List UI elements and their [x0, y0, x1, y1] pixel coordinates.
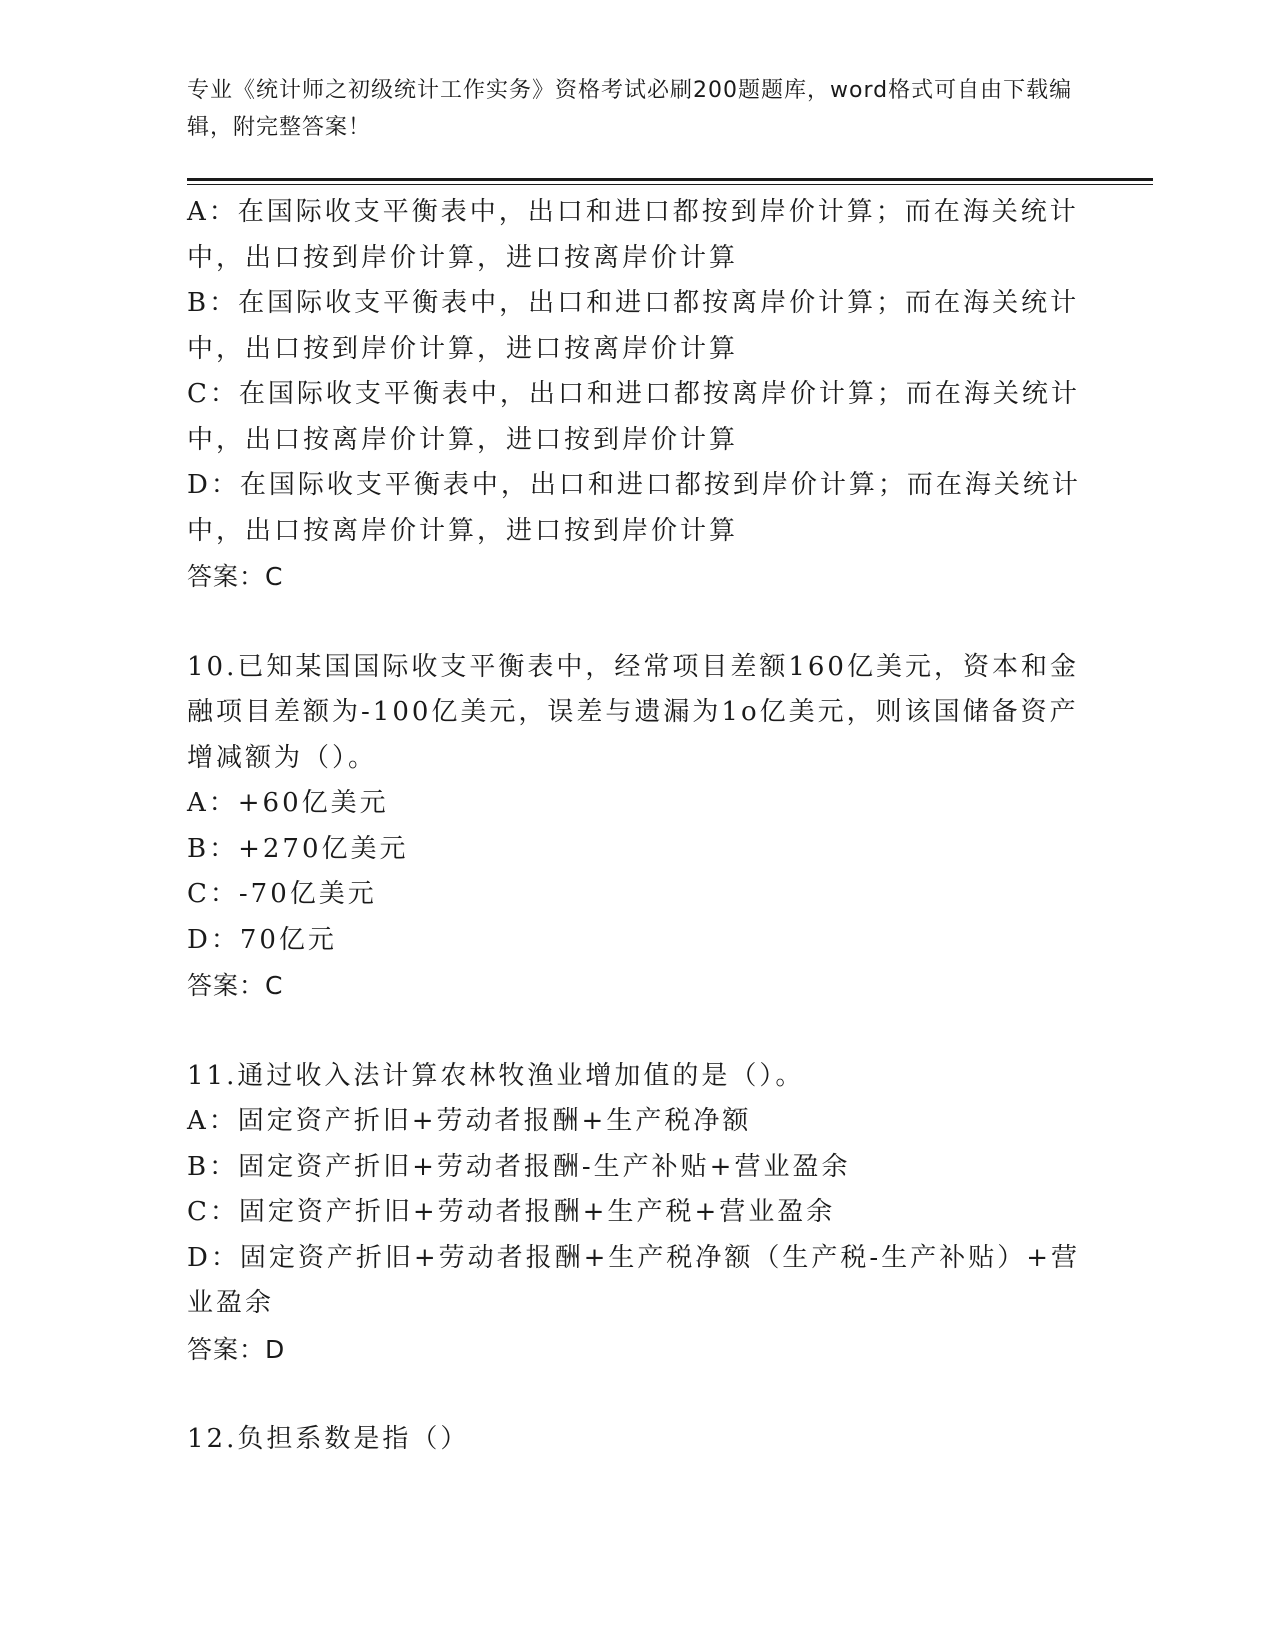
- q9-option-b: B：在国际收支平衡表中，出口和进口都按离岸价计算；而在海关统计中，出口按到岸价计算，进口按离岸价计算: [187, 288, 1080, 364]
- q11-option-a: A：固定资产折旧+劳动者报酬+生产税净额: [187, 1106, 752, 1136]
- header-intro: 专业《统计师之初级统计工作实务》资格考试必刷200题题库，word格式可自由下载编辑，附完整答案！: [187, 78, 1073, 140]
- q11-option-d: D：固定资产折旧+劳动者报酬+生产税净额（生产税-生产补贴）+营业盈余: [187, 1242, 1080, 1318]
- q9-answer: 答案：C: [187, 562, 284, 591]
- document-header: [187, 72, 1087, 146]
- spacer: [187, 600, 1087, 645]
- spacer: [187, 1372, 1087, 1417]
- q10-option-c: C：-70亿美元: [187, 879, 377, 909]
- q11-answer: 答案：D: [187, 1334, 286, 1364]
- question-10-block: [187, 645, 1087, 1009]
- question-11-block: [187, 1054, 1087, 1373]
- q9-option-c: C：在国际收支平衡表中，出口和进口都按离岸价计算；而在海关统计中，出口按离岸价计算，进口按到岸价计算: [187, 379, 1080, 455]
- q11-option-c: C：固定资产折旧+劳动者报酬+生产税+营业盈余: [187, 1197, 836, 1227]
- q10-stem: 10.已知某国国际收支平衡表中，经常项目差额160亿美元，资本和金融项目差额为-100亿美元，误差与遗漏为1o亿美元，则该国储备资产增减额为（）。: [187, 651, 1079, 773]
- question-12-block: [187, 1417, 1087, 1463]
- header-divider-thin: [187, 184, 1153, 185]
- q10-option-d: D：70亿元: [187, 924, 337, 955]
- spacer: [187, 1009, 1087, 1054]
- header-divider-thick: [187, 178, 1153, 181]
- q9-option-d: D：在国际收支平衡表中，出口和进口都按到岸价计算；而在海关统计中，出口按离岸价计算，进口按到岸价计算: [187, 470, 1081, 546]
- q9-option-a: A：在国际收支平衡表中，出口和进口都按到岸价计算；而在海关统计中，出口按到岸价计算，进口按离岸价计算: [187, 197, 1079, 273]
- q11-option-b: B：固定资产折旧+劳动者报酬-生产补贴+营业盈余: [187, 1151, 851, 1182]
- q10-option-b: B：+270亿美元: [187, 833, 409, 864]
- q12-stem: 12.负担系数是指（）: [187, 1424, 470, 1454]
- question-list: [187, 190, 1087, 1463]
- q11-stem: 11.通过收入法计算农林牧渔业增加值的是（）。: [187, 1060, 805, 1091]
- q10-answer: 答案：C: [187, 971, 284, 1000]
- question-9-block: [187, 190, 1087, 600]
- q10-option-a: A：+60亿美元: [187, 788, 389, 818]
